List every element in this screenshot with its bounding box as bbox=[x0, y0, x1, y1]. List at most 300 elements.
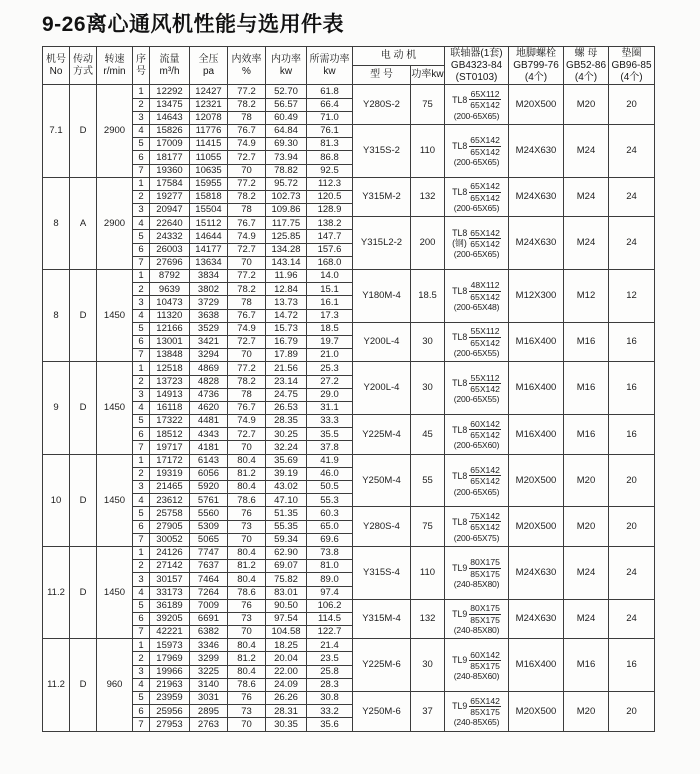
efficiency-cell: 72.7 bbox=[228, 243, 266, 256]
washer-cell: 20 bbox=[609, 692, 655, 732]
pressure-cell: 4481 bbox=[190, 415, 228, 428]
speed-cell: 1450 bbox=[97, 270, 133, 362]
coupling-cell bbox=[445, 177, 509, 217]
required-power-cell: 65.0 bbox=[307, 520, 353, 533]
coupling-type: TL9 bbox=[452, 609, 468, 620]
pressure-cell: 6143 bbox=[190, 454, 228, 467]
power-cell: 75.82 bbox=[266, 573, 307, 586]
power-cell: 97.54 bbox=[266, 612, 307, 625]
required-power-cell: 122.7 bbox=[307, 626, 353, 639]
seq-cell: 5 bbox=[133, 692, 150, 705]
flow-cell: 14913 bbox=[150, 388, 190, 401]
pressure-cell: 2763 bbox=[190, 718, 228, 731]
flow-cell: 12518 bbox=[150, 362, 190, 375]
seq-cell: 6 bbox=[133, 428, 150, 441]
required-power-cell: 81.0 bbox=[307, 560, 353, 573]
coupling-spec bbox=[445, 419, 508, 450]
power-cell: 143.14 bbox=[266, 256, 307, 269]
motor-model-cell: Y280S-4 bbox=[353, 507, 411, 547]
power-cell: 78.82 bbox=[266, 164, 307, 177]
power-cell: 23.14 bbox=[266, 375, 307, 388]
efficiency-cell: 78.6 bbox=[228, 678, 266, 691]
required-power-cell: 33.2 bbox=[307, 705, 353, 718]
table-row bbox=[43, 415, 655, 428]
seq-cell: 7 bbox=[133, 164, 150, 177]
required-power-cell: 17.3 bbox=[307, 309, 353, 322]
coupling-cell bbox=[445, 322, 509, 362]
flow-cell: 25956 bbox=[150, 705, 190, 718]
seq-cell: 5 bbox=[133, 415, 150, 428]
efficiency-cell: 78 bbox=[228, 296, 266, 309]
efficiency-cell: 76.7 bbox=[228, 217, 266, 230]
required-power-cell: 86.8 bbox=[307, 151, 353, 164]
motor-model-cell: Y200L-4 bbox=[353, 322, 411, 362]
coupling-spec bbox=[445, 650, 508, 681]
motor-model-cell: Y315M-2 bbox=[353, 177, 411, 217]
efficiency-cell: 70 bbox=[228, 349, 266, 362]
required-power-cell: 21.0 bbox=[307, 349, 353, 362]
coupling-type: TL8 bbox=[452, 516, 468, 527]
flow-cell: 13848 bbox=[150, 349, 190, 362]
flow-cell: 19966 bbox=[150, 665, 190, 678]
washer-cell: 24 bbox=[609, 217, 655, 270]
pressure-cell: 4828 bbox=[190, 375, 228, 388]
seq-cell: 1 bbox=[133, 177, 150, 190]
coupling-size-fraction: $\frac{55X112}{65X142}$ bbox=[470, 326, 500, 348]
col-header-pressure: 全压 pa bbox=[190, 47, 228, 85]
motor-model-cell: Y315S-2 bbox=[353, 124, 411, 177]
efficiency-cell: 78.2 bbox=[228, 98, 266, 111]
coupling-cell bbox=[445, 217, 509, 270]
required-power-cell: 81.3 bbox=[307, 138, 353, 151]
machine-no-cell: 8 bbox=[43, 270, 70, 362]
seq-cell: 2 bbox=[133, 652, 150, 665]
power-cell: 59.34 bbox=[266, 533, 307, 546]
speed-cell: 960 bbox=[97, 639, 133, 731]
power-cell: 13.73 bbox=[266, 296, 307, 309]
coupling-note: (200-65X55) bbox=[453, 394, 500, 405]
required-power-cell: 35.5 bbox=[307, 428, 353, 441]
required-power-cell: 30.8 bbox=[307, 692, 353, 705]
flow-cell: 17584 bbox=[150, 177, 190, 190]
col-header-coupling: 联轴器(1套) GB4323-84 (ST0103) bbox=[445, 47, 509, 85]
coupling-size-fraction: $\frac{60X142}{85X175}$ bbox=[470, 649, 500, 671]
pressure-cell: 5920 bbox=[190, 481, 228, 494]
flow-cell: 23959 bbox=[150, 692, 190, 705]
flow-cell: 17172 bbox=[150, 454, 190, 467]
drive-cell: D bbox=[70, 546, 97, 638]
coupling-note: (240-85X80) bbox=[453, 578, 500, 589]
machine-no-cell: 11.2 bbox=[43, 546, 70, 638]
power-cell: 95.72 bbox=[266, 177, 307, 190]
seq-cell: 2 bbox=[133, 467, 150, 480]
coupling-type: TL8 bbox=[452, 470, 468, 481]
coupling-size-fraction: $\frac{65X142}{65X142}$ bbox=[470, 227, 500, 249]
power-cell: 30.35 bbox=[266, 718, 307, 731]
bolt-cell: M20X500 bbox=[509, 85, 564, 125]
coupling-spec bbox=[445, 280, 508, 311]
motor-model-cell: Y225M-6 bbox=[353, 639, 411, 692]
coupling-size-fraction: $\frac{60X142}{65X142}$ bbox=[470, 418, 500, 441]
nut-cell: M24 bbox=[564, 546, 609, 599]
col-header-drive: 传动 方式 bbox=[70, 47, 97, 85]
table-row bbox=[43, 322, 655, 335]
power-cell: 90.50 bbox=[266, 599, 307, 612]
coupling-type: TL8 bbox=[452, 286, 468, 297]
nut-cell: M20 bbox=[564, 85, 609, 125]
pressure-cell: 12427 bbox=[190, 85, 228, 98]
col-header-power: 内功率 kw bbox=[266, 47, 307, 85]
power-cell: 39.19 bbox=[266, 467, 307, 480]
required-power-cell: 112.3 bbox=[307, 177, 353, 190]
pressure-cell: 15818 bbox=[190, 190, 228, 203]
motor-model-cell: Y250M-4 bbox=[353, 454, 411, 507]
efficiency-cell: 70 bbox=[228, 441, 266, 454]
flow-cell: 27953 bbox=[150, 718, 190, 731]
pressure-cell: 3299 bbox=[190, 652, 228, 665]
coupling-cell bbox=[445, 270, 509, 323]
washer-cell: 24 bbox=[609, 599, 655, 639]
flow-cell: 23612 bbox=[150, 494, 190, 507]
washer-cell: 16 bbox=[609, 639, 655, 692]
coupling-type: TL8 bbox=[452, 424, 468, 435]
pressure-cell: 3421 bbox=[190, 335, 228, 348]
efficiency-cell: 72.7 bbox=[228, 335, 266, 348]
col-header-flow: 流量 m³/h bbox=[150, 47, 190, 85]
coupling-size-fraction: $\frac{80X175}{85X175}$ bbox=[470, 603, 500, 625]
efficiency-cell: 77.2 bbox=[228, 85, 266, 98]
efficiency-cell: 73 bbox=[228, 612, 266, 625]
seq-cell: 6 bbox=[133, 335, 150, 348]
coupling-size-fraction: $\frac{65X112}{65X142}$ bbox=[470, 89, 500, 111]
coupling-spec bbox=[445, 89, 508, 120]
seq-cell: 5 bbox=[133, 138, 150, 151]
flow-cell: 16118 bbox=[150, 401, 190, 414]
pressure-cell: 7464 bbox=[190, 573, 228, 586]
efficiency-cell: 74.9 bbox=[228, 230, 266, 243]
coupling-type: TL8 bbox=[452, 332, 468, 343]
col-header-bolt: 地脚螺栓 GB799-76 (4个) bbox=[509, 47, 564, 85]
seq-cell: 7 bbox=[133, 256, 150, 269]
power-cell: 109.86 bbox=[266, 204, 307, 217]
efficiency-cell: 78.2 bbox=[228, 190, 266, 203]
col-header-motor: 电 动 机 bbox=[353, 47, 445, 66]
flow-cell: 19319 bbox=[150, 467, 190, 480]
required-power-cell: 60.3 bbox=[307, 507, 353, 520]
required-power-cell: 15.1 bbox=[307, 283, 353, 296]
coupling-size-fraction: $\frac{65X142}{65X142}$ bbox=[470, 464, 500, 487]
drive-cell: D bbox=[70, 362, 97, 454]
washer-cell: 20 bbox=[609, 454, 655, 507]
speed-cell: 2900 bbox=[97, 85, 133, 177]
power-cell: 60.49 bbox=[266, 111, 307, 124]
seq-cell: 7 bbox=[133, 349, 150, 362]
bolt-cell: M24X630 bbox=[509, 217, 564, 270]
required-power-cell: 168.0 bbox=[307, 256, 353, 269]
speed-cell: 2900 bbox=[97, 177, 133, 269]
seq-cell: 1 bbox=[133, 454, 150, 467]
seq-cell: 6 bbox=[133, 151, 150, 164]
required-power-cell: 66.4 bbox=[307, 98, 353, 111]
pressure-cell: 13634 bbox=[190, 256, 228, 269]
flow-cell: 15973 bbox=[150, 639, 190, 652]
coupling-note: (200-65X65) bbox=[453, 249, 500, 260]
flow-cell: 22640 bbox=[150, 217, 190, 230]
seq-cell: 4 bbox=[133, 494, 150, 507]
table-row bbox=[43, 507, 655, 520]
bolt-cell: M24X630 bbox=[509, 599, 564, 639]
required-power-cell: 21.4 bbox=[307, 639, 353, 652]
power-cell: 24.09 bbox=[266, 678, 307, 691]
coupling-note: (240-85X65) bbox=[453, 717, 500, 728]
coupling-cell bbox=[445, 454, 509, 507]
washer-cell: 24 bbox=[609, 177, 655, 217]
seq-cell: 3 bbox=[133, 111, 150, 124]
efficiency-cell: 70 bbox=[228, 718, 266, 731]
coupling-note: (200-65X65) bbox=[453, 486, 500, 497]
required-power-cell: 76.1 bbox=[307, 124, 353, 137]
pressure-cell: 14177 bbox=[190, 243, 228, 256]
efficiency-cell: 76 bbox=[228, 692, 266, 705]
seq-cell: 6 bbox=[133, 520, 150, 533]
pressure-cell: 5761 bbox=[190, 494, 228, 507]
pressure-cell: 15112 bbox=[190, 217, 228, 230]
pressure-cell: 15955 bbox=[190, 177, 228, 190]
efficiency-cell: 80.4 bbox=[228, 546, 266, 559]
required-power-cell: 33.3 bbox=[307, 415, 353, 428]
seq-cell: 7 bbox=[133, 441, 150, 454]
pressure-cell: 7009 bbox=[190, 599, 228, 612]
coupling-note: (200-65X55) bbox=[453, 348, 500, 359]
required-power-cell: 92.5 bbox=[307, 164, 353, 177]
required-power-cell: 16.1 bbox=[307, 296, 353, 309]
machine-no-cell: 10 bbox=[43, 454, 70, 546]
flow-cell: 39205 bbox=[150, 612, 190, 625]
nut-cell: M24 bbox=[564, 217, 609, 270]
seq-cell: 3 bbox=[133, 204, 150, 217]
efficiency-cell: 76 bbox=[228, 599, 266, 612]
efficiency-cell: 78.2 bbox=[228, 375, 266, 388]
seq-cell: 7 bbox=[133, 626, 150, 639]
required-power-cell: 14.0 bbox=[307, 270, 353, 283]
drive-cell: D bbox=[70, 454, 97, 546]
col-header-required-power: 所需功率 kw bbox=[307, 47, 353, 85]
power-cell: 18.25 bbox=[266, 639, 307, 652]
nut-cell: M12 bbox=[564, 270, 609, 323]
efficiency-cell: 80.4 bbox=[228, 481, 266, 494]
required-power-cell: 71.0 bbox=[307, 111, 353, 124]
efficiency-cell: 81.2 bbox=[228, 652, 266, 665]
seq-cell: 2 bbox=[133, 98, 150, 111]
power-cell: 17.89 bbox=[266, 349, 307, 362]
efficiency-cell: 74.9 bbox=[228, 415, 266, 428]
motor-power-cell: 132 bbox=[411, 177, 445, 217]
power-cell: 20.04 bbox=[266, 652, 307, 665]
pressure-cell: 10635 bbox=[190, 164, 228, 177]
power-cell: 62.90 bbox=[266, 546, 307, 559]
pressure-cell: 6382 bbox=[190, 626, 228, 639]
table-body bbox=[43, 85, 655, 731]
pressure-cell: 4736 bbox=[190, 388, 228, 401]
flow-cell: 13723 bbox=[150, 375, 190, 388]
required-power-cell: 46.0 bbox=[307, 467, 353, 480]
coupling-spec bbox=[445, 181, 508, 212]
motor-model-cell: Y280S-2 bbox=[353, 85, 411, 125]
nut-cell: M16 bbox=[564, 639, 609, 692]
coupling-size-fraction: $\frac{48X112}{65X142}$ bbox=[470, 280, 500, 302]
efficiency-cell: 72.7 bbox=[228, 428, 266, 441]
required-power-cell: 114.5 bbox=[307, 612, 353, 625]
motor-power-cell: 37 bbox=[411, 692, 445, 732]
coupling-size-fraction: $\frac{65X142}{65X142}$ bbox=[470, 135, 500, 157]
power-cell: 28.31 bbox=[266, 705, 307, 718]
coupling-note: (200-65X48) bbox=[453, 301, 500, 312]
washer-cell: 20 bbox=[609, 507, 655, 547]
power-cell: 26.26 bbox=[266, 692, 307, 705]
required-power-cell: 106.2 bbox=[307, 599, 353, 612]
drive-cell: D bbox=[70, 270, 97, 362]
required-power-cell: 23.5 bbox=[307, 652, 353, 665]
motor-power-cell: 200 bbox=[411, 217, 445, 270]
required-power-cell: 50.5 bbox=[307, 481, 353, 494]
efficiency-cell: 70 bbox=[228, 256, 266, 269]
motor-power-cell: 18.5 bbox=[411, 270, 445, 323]
coupling-spec bbox=[445, 135, 508, 166]
pressure-cell: 14644 bbox=[190, 230, 228, 243]
bolt-cell: M16X400 bbox=[509, 415, 564, 455]
seq-cell: 3 bbox=[133, 481, 150, 494]
power-cell: 56.57 bbox=[266, 98, 307, 111]
nut-cell: M16 bbox=[564, 415, 609, 455]
washer-cell: 12 bbox=[609, 270, 655, 323]
page-title: 9-26离心通风机性能与选用件表 bbox=[42, 13, 345, 36]
washer-cell: 16 bbox=[609, 415, 655, 455]
seq-cell: 2 bbox=[133, 190, 150, 203]
seq-cell: 3 bbox=[133, 573, 150, 586]
pressure-cell: 5560 bbox=[190, 507, 228, 520]
power-cell: 28.35 bbox=[266, 415, 307, 428]
seq-cell: 1 bbox=[133, 85, 150, 98]
pressure-cell: 3294 bbox=[190, 349, 228, 362]
pressure-cell: 7637 bbox=[190, 560, 228, 573]
seq-cell: 6 bbox=[133, 612, 150, 625]
flow-cell: 21963 bbox=[150, 678, 190, 691]
flow-cell: 30157 bbox=[150, 573, 190, 586]
coupling-note: (200-65X65) bbox=[453, 110, 500, 121]
table-row bbox=[43, 599, 655, 612]
coupling-spec bbox=[445, 465, 508, 496]
flow-cell: 26003 bbox=[150, 243, 190, 256]
efficiency-cell: 77.2 bbox=[228, 177, 266, 190]
efficiency-cell: 73 bbox=[228, 705, 266, 718]
flow-cell: 19717 bbox=[150, 441, 190, 454]
col-header-seq: 序 号 bbox=[133, 47, 150, 85]
required-power-cell: 19.7 bbox=[307, 335, 353, 348]
flow-cell: 17322 bbox=[150, 415, 190, 428]
speed-cell: 1450 bbox=[97, 362, 133, 454]
power-cell: 51.35 bbox=[266, 507, 307, 520]
coupling-size-fraction: $\frac{55X112}{65X142}$ bbox=[470, 372, 500, 394]
power-cell: 22.00 bbox=[266, 665, 307, 678]
power-cell: 30.25 bbox=[266, 428, 307, 441]
efficiency-cell: 70 bbox=[228, 164, 266, 177]
seq-cell: 4 bbox=[133, 124, 150, 137]
col-header-machine-no: 机号 No bbox=[43, 47, 70, 85]
seq-cell: 4 bbox=[133, 678, 150, 691]
flow-cell: 18177 bbox=[150, 151, 190, 164]
flow-cell: 30052 bbox=[150, 533, 190, 546]
flow-cell: 14643 bbox=[150, 111, 190, 124]
required-power-cell: 55.3 bbox=[307, 494, 353, 507]
efficiency-cell: 80.4 bbox=[228, 573, 266, 586]
coupling-cell bbox=[445, 507, 509, 547]
power-cell: 102.73 bbox=[266, 190, 307, 203]
efficiency-cell: 78.6 bbox=[228, 586, 266, 599]
pressure-cell: 6691 bbox=[190, 612, 228, 625]
nut-cell: M24 bbox=[564, 599, 609, 639]
required-power-cell: 73.8 bbox=[307, 546, 353, 559]
motor-power-cell: 110 bbox=[411, 546, 445, 599]
coupling-spec bbox=[445, 326, 508, 357]
nut-cell: M16 bbox=[564, 322, 609, 362]
flow-cell: 21465 bbox=[150, 481, 190, 494]
col-header-efficiency: 内效率 % bbox=[228, 47, 266, 85]
coupling-type: TL8 (钢) bbox=[452, 228, 468, 249]
required-power-cell: 25.8 bbox=[307, 665, 353, 678]
seq-cell: 3 bbox=[133, 296, 150, 309]
seq-cell: 2 bbox=[133, 283, 150, 296]
pressure-cell: 4181 bbox=[190, 441, 228, 454]
washer-cell: 24 bbox=[609, 124, 655, 177]
coupling-type: TL9 bbox=[452, 562, 468, 573]
efficiency-cell: 81.2 bbox=[228, 560, 266, 573]
table-row bbox=[43, 692, 655, 705]
required-power-cell: 157.6 bbox=[307, 243, 353, 256]
coupling-cell bbox=[445, 692, 509, 732]
nut-cell: M24 bbox=[564, 177, 609, 217]
pressure-cell: 4343 bbox=[190, 428, 228, 441]
flow-cell: 12166 bbox=[150, 322, 190, 335]
coupling-size-fraction: $\frac{80X175}{85X175}$ bbox=[470, 557, 500, 579]
motor-model-cell: Y225M-4 bbox=[353, 415, 411, 455]
col-header-motor-model: 型 号 bbox=[353, 66, 411, 85]
motor-model-cell: Y180M-4 bbox=[353, 270, 411, 323]
drive-cell: D bbox=[70, 85, 97, 177]
required-power-cell: 138.2 bbox=[307, 217, 353, 230]
power-cell: 69.07 bbox=[266, 560, 307, 573]
washer-cell: 20 bbox=[609, 85, 655, 125]
bolt-cell: M24X630 bbox=[509, 177, 564, 217]
pressure-cell: 3140 bbox=[190, 678, 228, 691]
required-power-cell: 25.3 bbox=[307, 362, 353, 375]
bolt-cell: M20X500 bbox=[509, 507, 564, 547]
pressure-cell: 11776 bbox=[190, 124, 228, 137]
motor-power-cell: 110 bbox=[411, 124, 445, 177]
power-cell: 12.84 bbox=[266, 283, 307, 296]
power-cell: 83.01 bbox=[266, 586, 307, 599]
efficiency-cell: 76.7 bbox=[228, 124, 266, 137]
flow-cell: 25758 bbox=[150, 507, 190, 520]
seq-cell: 2 bbox=[133, 375, 150, 388]
motor-model-cell: Y315M-4 bbox=[353, 599, 411, 639]
power-cell: 52.70 bbox=[266, 85, 307, 98]
efficiency-cell: 73 bbox=[228, 520, 266, 533]
motor-power-cell: 30 bbox=[411, 322, 445, 362]
bolt-cell: M12X300 bbox=[509, 270, 564, 323]
table-row bbox=[43, 217, 655, 230]
efficiency-cell: 80.4 bbox=[228, 665, 266, 678]
coupling-size-fraction: $\frac{75X142}{65X142}$ bbox=[470, 511, 500, 533]
